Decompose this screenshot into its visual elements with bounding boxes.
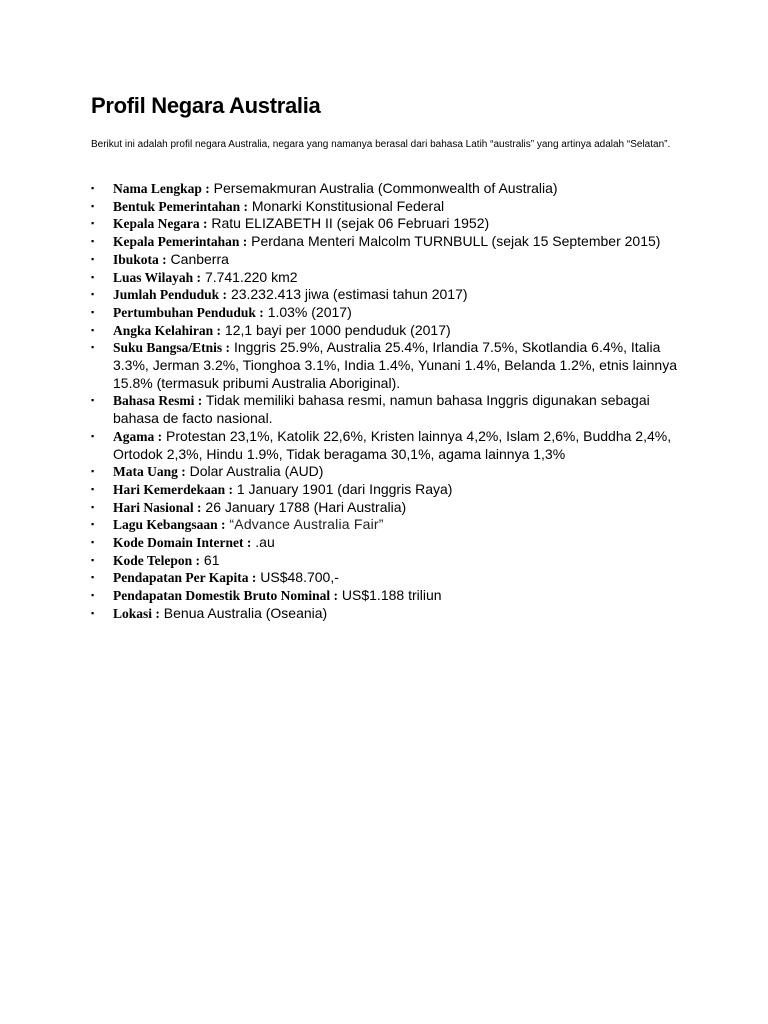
fact-value: 12,1 bayi per 1000 penduduk (2017) <box>224 321 451 338</box>
bullet-icon: ▪ <box>91 183 95 193</box>
fact-value: 7.741.220 km2 <box>204 268 298 285</box>
fact-lokasi <box>91 605 691 623</box>
bullet-icon: ▪ <box>91 306 95 317</box>
fact-value: Dolar Australia (AUD) <box>189 463 324 480</box>
fact-label: Angka Kelahiran : <box>113 322 222 338</box>
bullet-icon: ▪ <box>91 271 95 282</box>
bullet-icon: ▪ <box>91 554 95 565</box>
fact-label: Pendapatan Domestik Bruto Nominal : <box>113 588 339 604</box>
fact-pdb-nominal <box>91 587 691 605</box>
country-facts-list <box>91 180 691 623</box>
fact-value: 26 January 1788 (Hari Australia) <box>205 498 407 515</box>
fact-label: Ibukota : <box>113 251 167 267</box>
fact-jumlah-penduduk <box>91 286 691 304</box>
fact-label: Bentuk Pemerintahan : <box>113 198 248 214</box>
fact-value: US$1.188 triliun <box>341 587 442 604</box>
fact-label: Agama : <box>113 428 163 444</box>
fact-value: US$48.700,- <box>260 569 339 586</box>
fact-label: Suku Bangsa/Etnis : <box>113 340 231 356</box>
fact-nama-lengkap <box>91 180 691 198</box>
fact-value: Persemakmuran Australia (Commonwealth of Australia) <box>213 180 558 196</box>
fact-agama <box>91 428 691 463</box>
fact-hari-nasional <box>91 499 691 517</box>
fact-mata-uang <box>91 463 691 481</box>
fact-label: Pendapatan Per Kapita : <box>113 570 257 586</box>
fact-label: Bahasa Resmi : <box>113 393 203 409</box>
fact-label: Kepala Pemerintahan : <box>113 234 248 250</box>
fact-bahasa-resmi <box>91 392 691 427</box>
fact-label: Hari Kemerdekaan : <box>113 481 233 497</box>
fact-value: Protestan 23,1%, Katolik 22,6%, Kristen lainnya 4,2%, Islam 2,6%, Buddha 2,4%, Ortodok 2,3%, Hindu 1.9%, Tidak beragama 30,1%, agama lainnya 1,3% <box>113 427 672 462</box>
fact-value: 1.03% (2017) <box>267 303 352 320</box>
fact-value: Ratu ELIZABETH II (sejak 06 Februari 1952) <box>211 215 490 232</box>
fact-value: Inggris 25.9%, Australia 25.4%, Irlandia 7.5%, Skotlandia 6.4%, Italia 3.3%, Jerman 3.2%, Tionghoa 3.1%, India 1.4%, Yunani 1.4%, Belanda 1.2%, etnis lainnya 15.8% (termasuk pribumi Australia Aboriginal). <box>113 339 678 391</box>
fact-value: .au <box>255 534 275 551</box>
fact-value: 61 <box>203 551 220 568</box>
bullet-icon: ▪ <box>91 466 95 477</box>
page-title: Profil Negara Australia <box>91 93 321 118</box>
bullet-icon: ▪ <box>91 483 95 494</box>
bullet-icon: ▪ <box>91 590 95 601</box>
fact-label: Lagu Kebangsaan : <box>113 517 226 533</box>
fact-label: Mata Uang : <box>113 464 186 480</box>
bullet-icon: ▪ <box>91 537 95 548</box>
fact-value: Monarki Konstitusional Federal <box>251 197 445 214</box>
fact-label: Hari Nasional : <box>113 499 202 515</box>
fact-kepala-pemerintahan <box>91 233 691 251</box>
fact-value: “Advance Australia Fair” <box>229 516 384 533</box>
bullet-icon: ▪ <box>91 607 95 618</box>
bullet-icon: ▪ <box>91 395 95 406</box>
fact-kepala-negara <box>91 215 691 233</box>
fact-angka-kelahiran <box>91 322 691 340</box>
fact-kode-domain <box>91 534 691 552</box>
fact-value: Tidak memiliki bahasa resmi, namun bahasa Inggris digunakan sebagai bahasa de facto nasional. <box>113 392 650 427</box>
fact-label: Lokasi : <box>113 605 160 621</box>
intro-paragraph: Berikut ini adalah profil negara Australia, negara yang namanya berasal dari bahasa Latih “australis” yang artinya adalah “Selatan”. <box>91 139 671 150</box>
bullet-icon: ▪ <box>91 342 95 353</box>
fact-hari-kemerdekaan <box>91 481 691 499</box>
fact-label: Jumlah Penduduk : <box>113 287 228 303</box>
fact-label: Kode Telepon : <box>113 552 201 568</box>
fact-value: 23.232.413 jiwa (estimasi tahun 2017) <box>230 286 468 303</box>
fact-ibukota <box>91 251 691 269</box>
fact-value: 1 January 1901 (dari Inggris Raya) <box>236 480 453 497</box>
fact-label: Pertumbuhan Penduduk : <box>113 304 264 320</box>
bullet-icon: ▪ <box>91 289 95 300</box>
bullet-icon: ▪ <box>91 572 95 583</box>
bullet-icon: ▪ <box>91 218 95 229</box>
bullet-icon: ▪ <box>91 519 95 530</box>
fact-value: Benua Australia (Oseania) <box>163 604 328 621</box>
fact-label: Kode Domain Internet : <box>113 535 252 551</box>
fact-label: Luas Wilayah : <box>113 269 202 285</box>
fact-luas-wilayah <box>91 269 691 287</box>
bullet-icon: ▪ <box>91 324 95 335</box>
fact-pertumbuhan-penduduk <box>91 304 691 322</box>
bullet-icon: ▪ <box>91 501 95 512</box>
fact-kode-telepon <box>91 552 691 570</box>
fact-value: Perdana Menteri Malcolm TURNBULL (sejak 15 September 2015) <box>251 233 661 250</box>
fact-bentuk-pemerintahan <box>91 198 691 216</box>
fact-suku-bangsa <box>91 339 691 392</box>
bullet-icon: ▪ <box>91 200 95 211</box>
fact-label: Kepala Negara : <box>113 216 208 232</box>
bullet-icon: ▪ <box>91 430 95 441</box>
fact-lagu-kebangsaan <box>91 516 691 534</box>
bullet-icon: ▪ <box>91 236 95 247</box>
fact-pendapatan-per-kapita <box>91 569 691 587</box>
fact-value: Canberra <box>170 250 229 267</box>
bullet-icon: ▪ <box>91 253 95 264</box>
fact-label: Nama Lengkap : <box>113 181 210 196</box>
